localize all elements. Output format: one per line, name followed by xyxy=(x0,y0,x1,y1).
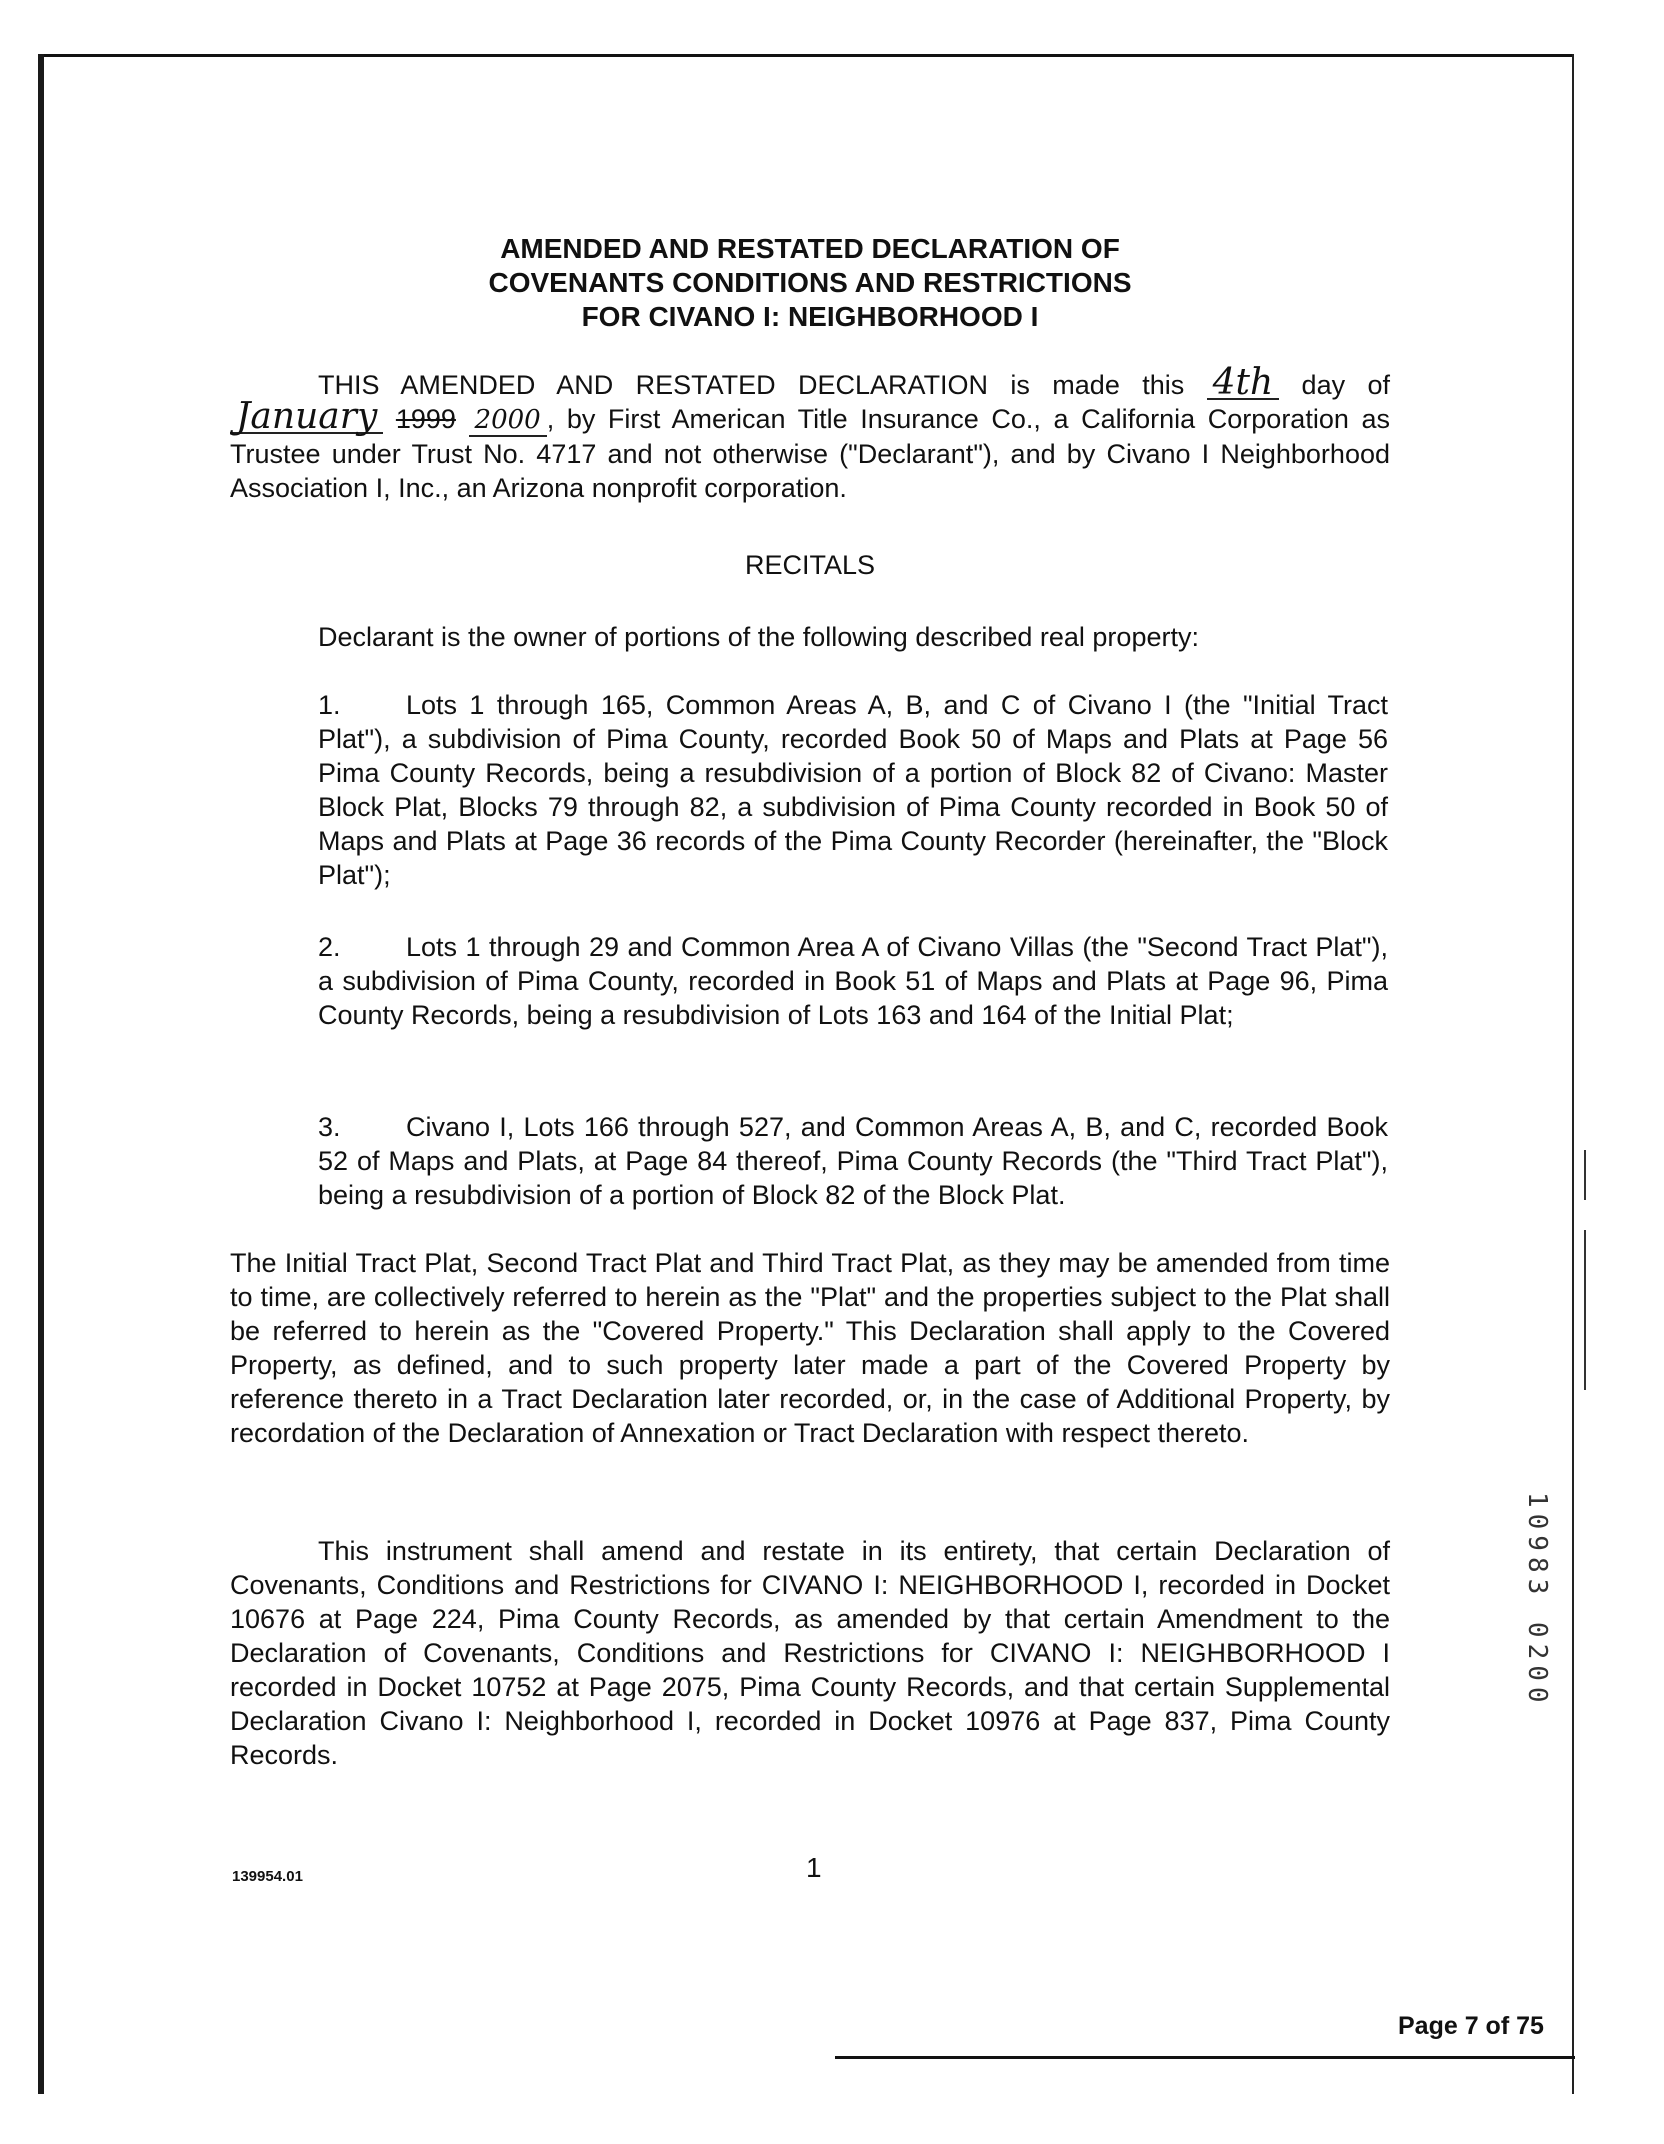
scan-border-left xyxy=(38,54,44,2094)
list-item-text: Lots 1 through 165, Common Areas A, B, and C of Civano I (the "Initial Tract Plat"), a subdivision of Pima County, recorded Book 50 of Maps and Plats at Page 56 Pima County Records, being a resubdivision of a portion of Block 82 of Civano: Master Block Plat, Blocks 79 through 82, a subdivision of Pima County recorded in Book 50 of Maps and Plats at Page 36 records of the Pima County Recorder (hereinafter, the "Block Plat"); xyxy=(318,690,1388,890)
document-title xyxy=(230,232,1390,334)
intro-paragraph xyxy=(230,362,1390,505)
intro-text: , by First American Title Insurance Co., a California Corporation as Trustee under Trust No. 4717 and not otherwise ("Declarant"), and by Civano I Neighborhood Association I, Inc., an Arizona nonprofit corporation. xyxy=(230,404,1390,503)
handwritten-month: January xyxy=(230,402,383,434)
page-count-label: Page 7 of 75 xyxy=(1398,2012,1544,2040)
intro-text: day of xyxy=(1301,370,1390,400)
list-item xyxy=(318,1110,1388,1212)
recitals-heading: RECITALS xyxy=(744,550,876,580)
margin-mark xyxy=(1584,1230,1586,1390)
margin-mark xyxy=(1584,1150,1586,1200)
list-item-number: 3. xyxy=(318,1112,341,1142)
list-item-text: Civano I, Lots 166 through 527, and Common Areas A, B, and C, recorded Book 52 of Maps and Plats, at Page 84 thereof, Pima County Records (the "Third Tract Plat"), being a resubdivision of a portion of Block 82 of the Block Plat. xyxy=(318,1112,1388,1210)
plat-paragraph: The Initial Tract Plat, Second Tract Plat and Third Tract Plat, as they may be amended from time to time, are collectively referred to herein as the "Plat" and the properties subject to the Plat shall be referred to herein as the "Covered Property." This Declaration shall apply to the Covered Property, as defined, and to such property later made a part of the Covered Property by reference thereto in a Tract Declaration later recorded, or, in the case of Additional Property, by recordation of the Declaration of Annexation or Tract Declaration with respect thereto. xyxy=(230,1248,1390,1448)
title-line: FOR CIVANO I: NEIGHBORHOOD I xyxy=(581,301,1039,332)
footer-rule xyxy=(835,2056,1575,2059)
scan-border-right xyxy=(1572,54,1574,2094)
list-item-number: 1. xyxy=(318,690,341,720)
intro-text: THIS AMENDED AND RESTATED DECLARATION is made this xyxy=(318,370,1185,400)
recitals-intro: Declarant is the owner of portions of the following described real property: xyxy=(318,622,1199,652)
recording-stamp: 10983 0200 xyxy=(1522,1492,1552,1709)
title-line: COVENANTS CONDITIONS AND RESTRICTIONS xyxy=(488,267,1132,298)
list-item-text: Lots 1 through 29 and Common Area A of Civano Villas (the "Second Tract Plat"), a subdivision of Pima County, recorded in Book 51 of Maps and Plats at Page 96, Pima County Records, being a resubdivision of Lots 163 and 164 of the Initial Plat; xyxy=(318,932,1388,1030)
handwritten-day: 4th xyxy=(1207,368,1280,400)
struck-year: 1999 xyxy=(395,404,456,434)
instrument-paragraph: This instrument shall amend and restate in its entirety, that certain Declaration of Covenants, Conditions and Restrictions for CIVANO I: NEIGHBORHOOD I, recorded in Docket 10676 at Page 224, Pima County Records, as amended by that certain Amendment to the Declaration of Covenants, Conditions and Restrictions for CIVANO I: NEIGHBORHOOD I recorded in Docket 10752 at Page 2075, Pima County Records, and that certain Supplemental Declaration Civano I: Neighborhood I, recorded in Docket 10976 at Page 837, Pima County Records. xyxy=(230,1536,1390,1770)
document-id: 139954.01 xyxy=(232,1868,303,1885)
title-line: AMENDED AND RESTATED DECLARATION OF xyxy=(500,233,1120,264)
list-item xyxy=(318,688,1388,892)
scan-border-top xyxy=(38,54,1574,57)
list-item xyxy=(318,930,1388,1032)
handwritten-year: 2000 xyxy=(469,405,547,437)
page-number: 1 xyxy=(806,1852,822,1883)
list-item-number: 2. xyxy=(318,932,341,962)
